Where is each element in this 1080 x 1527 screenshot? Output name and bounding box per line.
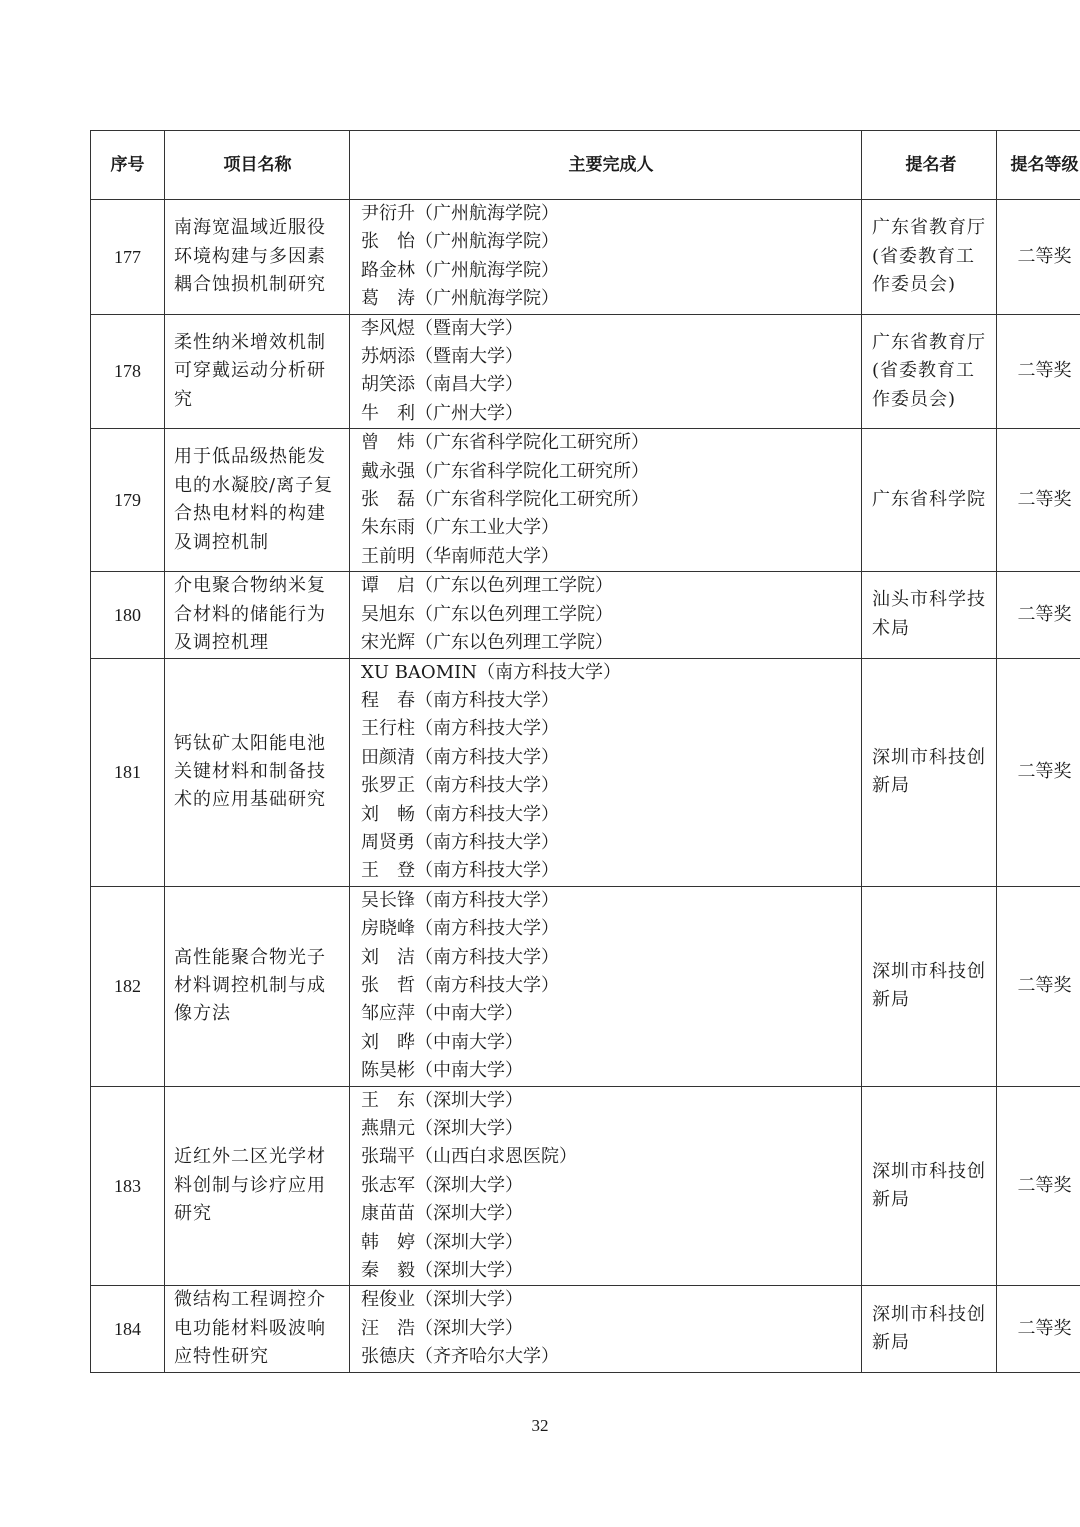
- row-grade: 二等奖: [997, 314, 1080, 429]
- person-entry: 陈昊彬（中南大学）: [361, 1060, 523, 1082]
- person-entry: 李风煜（暨南大学）: [361, 317, 523, 339]
- row-project-cell: [165, 200, 350, 315]
- person-entry: 张 怡（广州航海学院）: [361, 231, 559, 253]
- award-table: [90, 130, 1080, 1373]
- project-name: 介电聚合物纳米复合材料的储能行为及调控机理: [174, 575, 326, 654]
- row-index: 180: [91, 572, 165, 658]
- header-index: 序号: [91, 131, 165, 200]
- row-grade: 二等奖: [997, 1286, 1080, 1372]
- row-project-cell: [165, 1086, 350, 1286]
- row-people-cell: [350, 658, 862, 886]
- person-entry: 谭 启（广东以色列理工学院）: [361, 575, 613, 597]
- nominator-name: 广东省教育厅(省委教育工作委员会): [872, 331, 986, 410]
- project-name: 高性能聚合物光子材料调控机制与成像方法: [174, 946, 326, 1025]
- row-nominator-cell: [862, 886, 997, 1086]
- row-index: 181: [91, 658, 165, 886]
- project-name: 钙钛矿太阳能电池关键材料和制备技术的应用基础研究: [174, 732, 326, 811]
- nominator-name: 广东省教育厅(省委教育工作委员会): [872, 217, 986, 296]
- row-project-cell: [165, 314, 350, 429]
- project-name: 近红外二区光学材料创制与诊疗应用研究: [174, 1146, 326, 1225]
- header-nominator: 提名者: [862, 131, 997, 200]
- row-project-cell: [165, 886, 350, 1086]
- person-entry: 王 登（南方科技大学）: [361, 860, 559, 882]
- person-entry: 戴永强（广东省科学院化工研究所）: [361, 460, 649, 482]
- row-grade: 二等奖: [997, 429, 1080, 572]
- row-nominator-cell: [862, 572, 997, 658]
- person-entry: 韩 婷（深圳大学）: [361, 1231, 523, 1253]
- person-entry: 刘 畅（南方科技大学）: [361, 803, 559, 825]
- person-entry: 牛 利（广州大学）: [361, 402, 523, 424]
- table-row: [91, 200, 1080, 315]
- row-index: 177: [91, 200, 165, 315]
- project-name: 柔性纳米增效机制可穿戴运动分析研究: [174, 331, 326, 410]
- row-grade: 二等奖: [997, 572, 1080, 658]
- row-index: 179: [91, 429, 165, 572]
- row-index: 178: [91, 314, 165, 429]
- header-people: 主要完成人: [350, 131, 862, 200]
- person-entry: 秦 毅（深圳大学）: [361, 1260, 523, 1282]
- person-entry: 张 哲（南方科技大学）: [361, 974, 559, 996]
- row-nominator-cell: [862, 314, 997, 429]
- person-entry: 张罗正（南方科技大学）: [361, 775, 559, 797]
- row-nominator-cell: [862, 429, 997, 572]
- row-index: 184: [91, 1286, 165, 1372]
- row-project-cell: [165, 1286, 350, 1372]
- row-people-cell: [350, 429, 862, 572]
- row-people-cell: [350, 1286, 862, 1372]
- person-entry: 康苗苗（深圳大学）: [361, 1203, 523, 1225]
- person-entry: 吴长锋（南方科技大学）: [361, 889, 559, 911]
- person-entry: 朱东雨（广东工业大学）: [361, 517, 559, 539]
- nominator-name: 广东省科学院: [872, 489, 986, 511]
- row-people-cell: [350, 886, 862, 1086]
- person-entry: 程俊业（深圳大学）: [361, 1289, 523, 1311]
- person-entry: 吴旭东（广东以色列理工学院）: [361, 603, 613, 625]
- nominator-name: 深圳市科技创新局: [872, 746, 986, 797]
- row-grade: 二等奖: [997, 658, 1080, 886]
- table-header-row: [91, 131, 1080, 200]
- project-name: 用于低品级热能发电的水凝胶/离子复合热电材料的构建及调控机制: [174, 446, 334, 553]
- row-people-cell: [350, 572, 862, 658]
- person-entry: 胡笑添（南昌大学）: [361, 374, 523, 396]
- row-index: 182: [91, 886, 165, 1086]
- table-row: [91, 429, 1080, 572]
- person-entry: 张 磊（广东省科学院化工研究所）: [361, 489, 649, 511]
- person-entry: 张瑞平（山西白求恩医院）: [361, 1146, 577, 1168]
- row-nominator-cell: [862, 1286, 997, 1372]
- table-row: [91, 1086, 1080, 1286]
- person-entry: 葛 涛（广州航海学院）: [361, 288, 559, 310]
- row-index: 183: [91, 1086, 165, 1286]
- person-entry: 曾 炜（广东省科学院化工研究所）: [361, 432, 649, 454]
- row-grade: 二等奖: [997, 1086, 1080, 1286]
- table-row: [91, 886, 1080, 1086]
- person-entry: 苏炳添（暨南大学）: [361, 346, 523, 368]
- person-entry: 宋光辉（广东以色列理工学院）: [361, 632, 613, 654]
- person-entry: 房晓峰（南方科技大学）: [361, 918, 559, 940]
- person-entry: 刘 晔（中南大学）: [361, 1031, 523, 1053]
- row-grade: 二等奖: [997, 886, 1080, 1086]
- nominator-name: 深圳市科技创新局: [872, 1160, 986, 1211]
- row-project-cell: [165, 572, 350, 658]
- row-nominator-cell: [862, 658, 997, 886]
- person-entry: 王 东（深圳大学）: [361, 1089, 523, 1111]
- person-entry: 周贤勇（南方科技大学）: [361, 831, 559, 853]
- table-row: [91, 572, 1080, 658]
- person-entry: 燕鼎元（深圳大学）: [361, 1118, 523, 1139]
- nominator-name: 深圳市科技创新局: [872, 1303, 986, 1354]
- row-people-cell: [350, 314, 862, 429]
- row-people-cell: [350, 200, 862, 315]
- person-entry: 尹衍升（广州航海学院）: [361, 203, 559, 224]
- person-entry: 刘 洁（南方科技大学）: [361, 946, 559, 968]
- nominator-name: 深圳市科技创新局: [872, 960, 986, 1011]
- project-name: 微结构工程调控介电功能材料吸波响应特性研究: [174, 1289, 326, 1368]
- person-entry: 汪 浩（深圳大学）: [361, 1317, 523, 1339]
- row-people-cell: [350, 1086, 862, 1286]
- row-nominator-cell: [862, 200, 997, 315]
- page-number: 32: [531, 1416, 549, 1435]
- table-body: [91, 200, 1080, 1373]
- person-entry: 田颜清（南方科技大学）: [361, 746, 559, 768]
- person-entry: 张志军（深圳大学）: [361, 1174, 523, 1196]
- person-entry: 邹应萍（中南大学）: [361, 1003, 523, 1025]
- row-project-cell: [165, 658, 350, 886]
- person-entry: 王行柱（南方科技大学）: [361, 718, 559, 740]
- row-project-cell: [165, 429, 350, 572]
- table-row: [91, 314, 1080, 429]
- table-row: [91, 658, 1080, 886]
- row-grade: 二等奖: [997, 200, 1080, 315]
- row-nominator-cell: [862, 1086, 997, 1286]
- person-entry: 王前明（华南师范大学）: [361, 545, 559, 567]
- nominator-name: 汕头市科学技术局: [872, 589, 986, 639]
- project-name: 南海宽温域近服役环境构建与多因素耦合蚀损机制研究: [174, 217, 326, 296]
- header-project: 项目名称: [165, 131, 350, 200]
- header-grade: 提名等级: [997, 131, 1080, 200]
- person-entry: 张德庆（齐齐哈尔大学）: [361, 1346, 559, 1368]
- person-entry: XU BAOMIN（南方科技大学）: [361, 661, 621, 683]
- table-row: [91, 1286, 1080, 1372]
- person-entry: 程 春（南方科技大学）: [361, 689, 559, 711]
- person-entry: 路金林（广州航海学院）: [361, 259, 559, 281]
